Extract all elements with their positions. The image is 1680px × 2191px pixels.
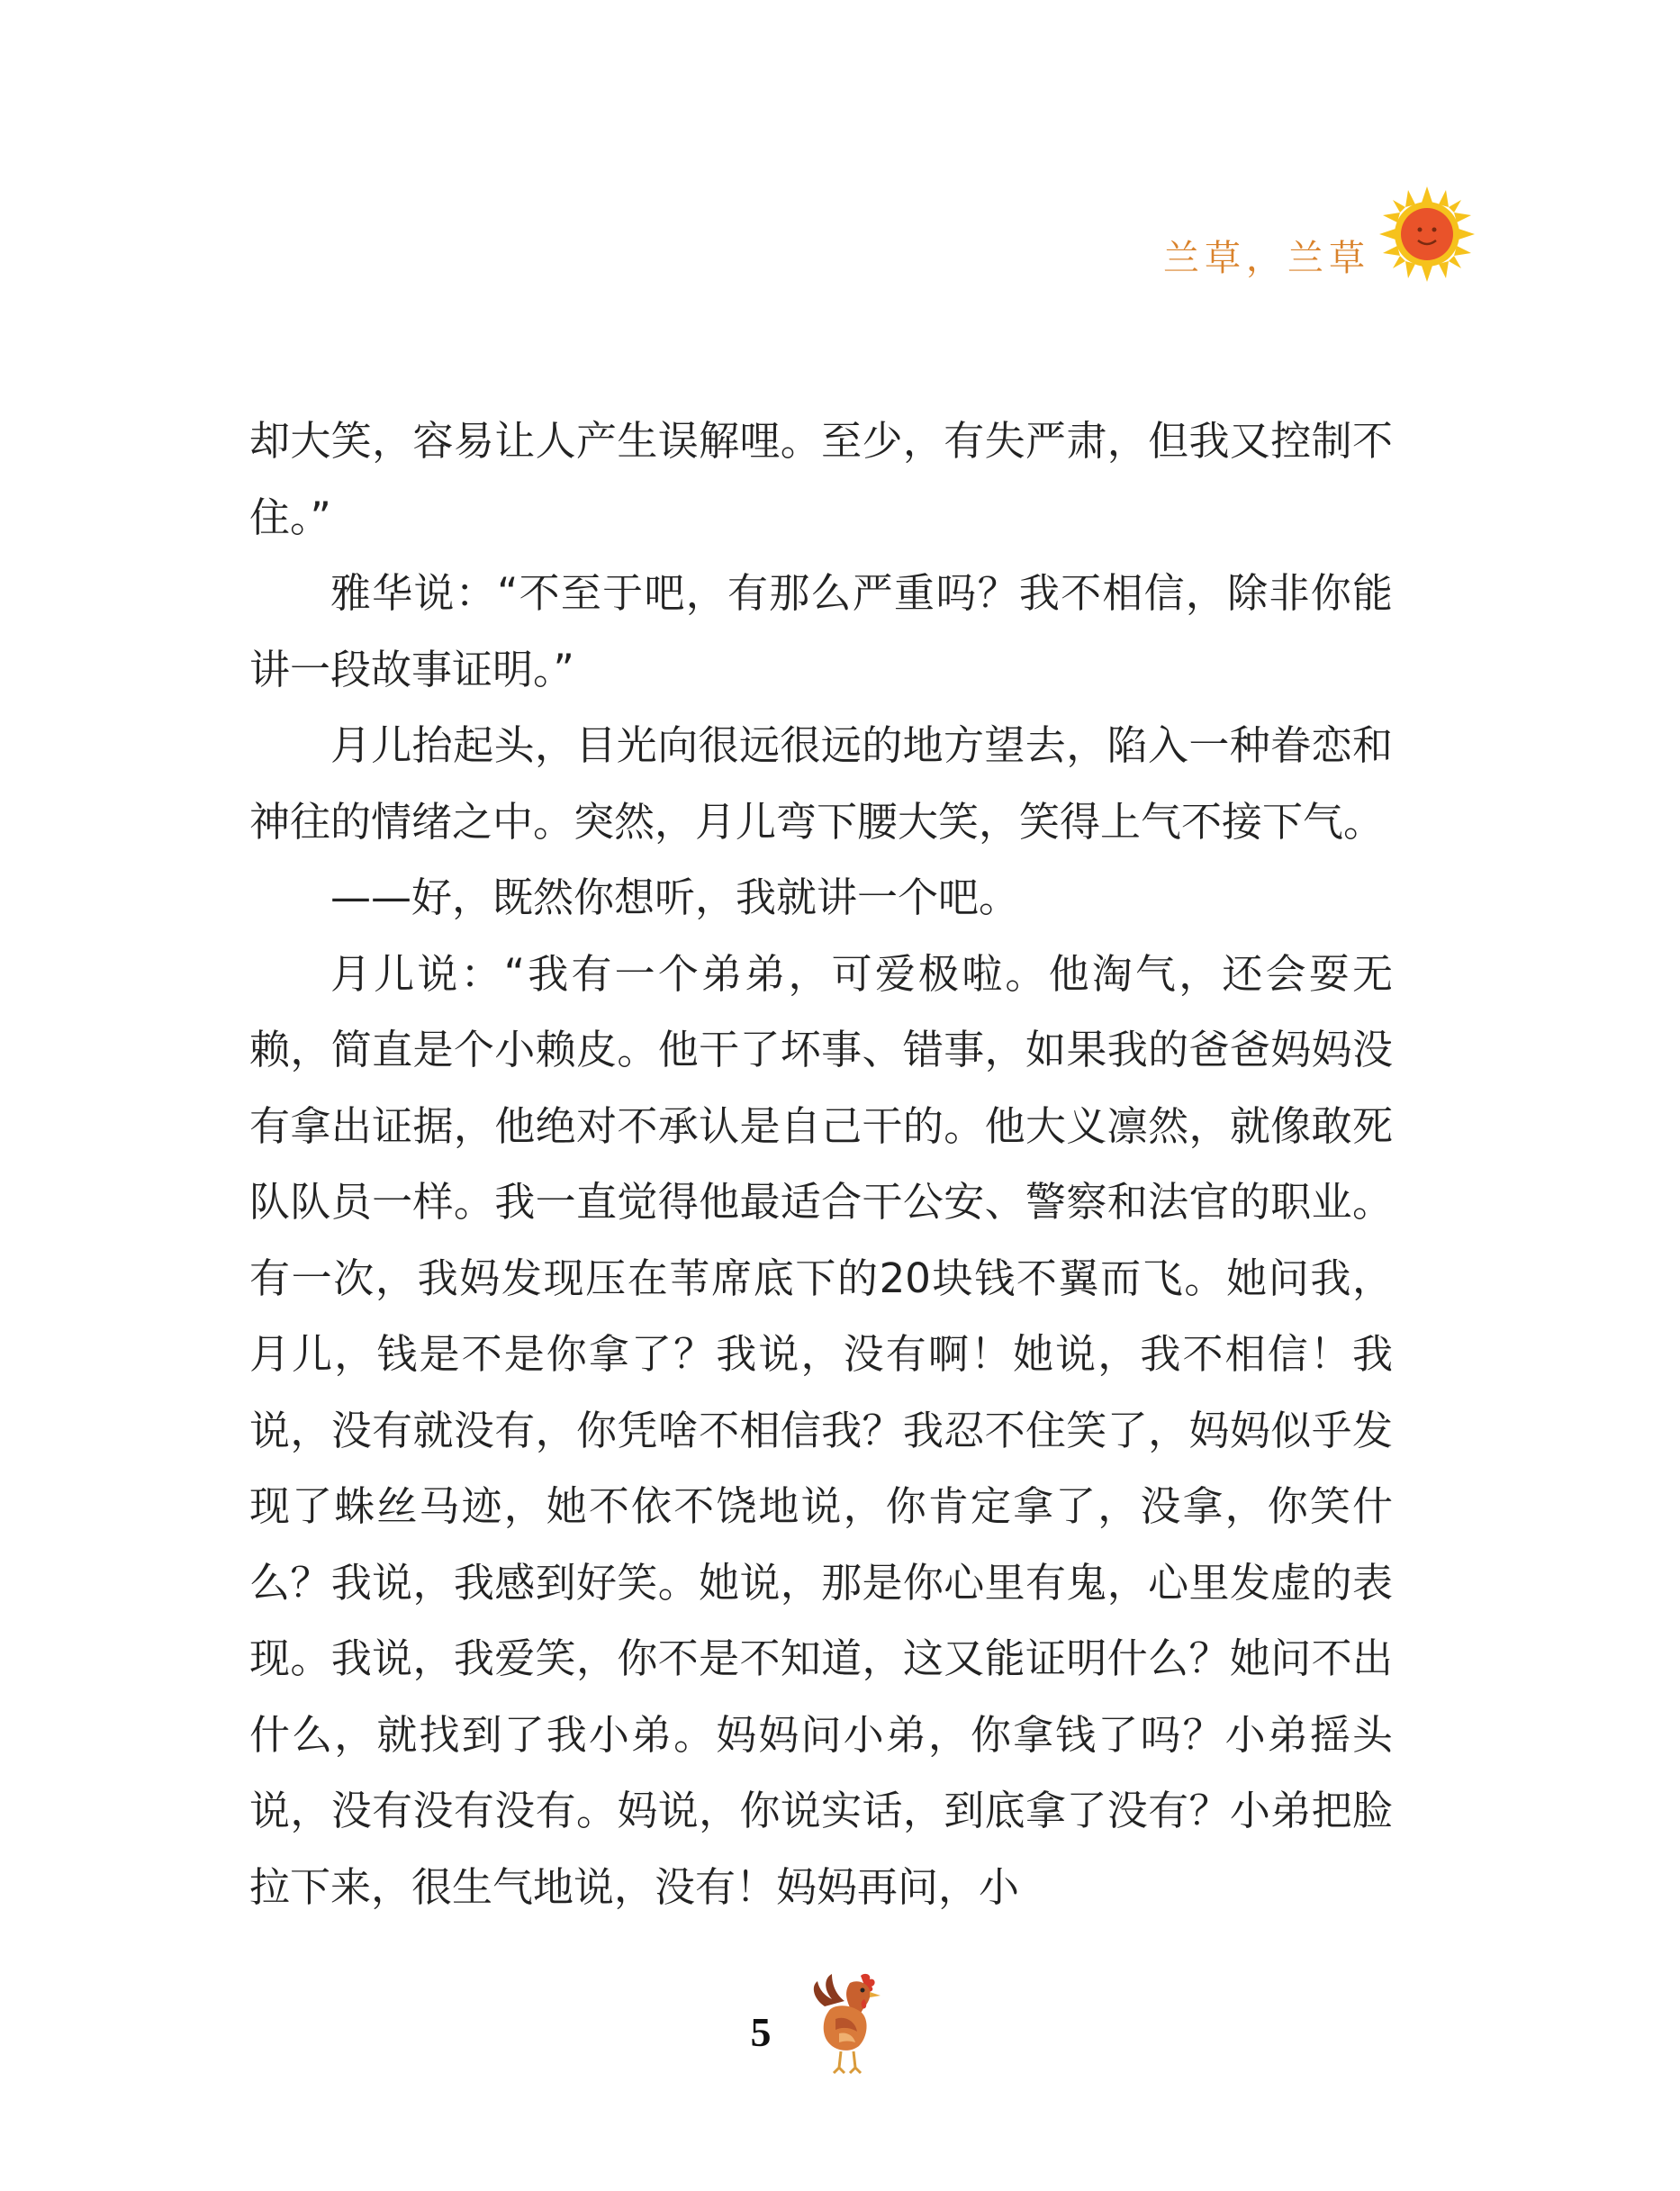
sun-icon bbox=[1377, 185, 1477, 284]
paragraph: 月儿说：“我有一个弟弟，可爱极啦。他淘气，还会耍无赖，简直是个小赖皮。他干了坏事、错事，如果我的爸爸妈妈没有拿出证据，他绝对不承认是自己干的。他大义凛然，就像敢死队队员一样。我一直觉得他最适合干公安、警察和法官的职业。有一次，我妈发现压在苇席底下的20块钱不翼而飞。她问我，月儿，钱是不是你拿了？我说，没有啊！她说，我不相信！我说，没有就没有，你凭啥不相信我？我忍不住笑了，妈妈似乎发现了蛛丝马迹，她不依不饶地说，你肯定拿了，没拿，你笑什么？我说，我感到好笑。她说，那是你心里有鬼，心里发虚的表现。我说，我爱笑，你不是不知道，这又能证明什么？她问不出什么，就找到了我小弟。妈妈问小弟，你拿钱了吗？小弟摇头说，没有没有没有。妈说，你说实话，到底拿了没有？小弟把脸拉下来，很生气地说，没有！妈妈再问，小 bbox=[249, 949, 1393, 1911]
paragraph: 月儿抬起头，目光向很远很远的地方望去，陷入一种眷恋和神往的情绪之中。突然，月儿弯下腰大笑，笑得上气不接下气。 bbox=[249, 721, 1393, 846]
paragraph: 雅华说：“不至于吧，有那么严重吗？我不相信，除非你能讲一段故事证明。” bbox=[249, 569, 1393, 693]
body-text bbox=[249, 403, 1393, 1925]
paragraph: ——好，既然你想听，我就讲一个吧。 bbox=[330, 874, 1020, 921]
running-header-title: 兰草，兰草 bbox=[1163, 238, 1370, 279]
page-number: 5 bbox=[750, 2009, 772, 2055]
paragraph-continuation: 却大笑，容易让人产生误解哩。至少，有失严肃，但我又控制不住。” bbox=[249, 417, 1393, 541]
rooster-icon bbox=[808, 1970, 888, 2080]
